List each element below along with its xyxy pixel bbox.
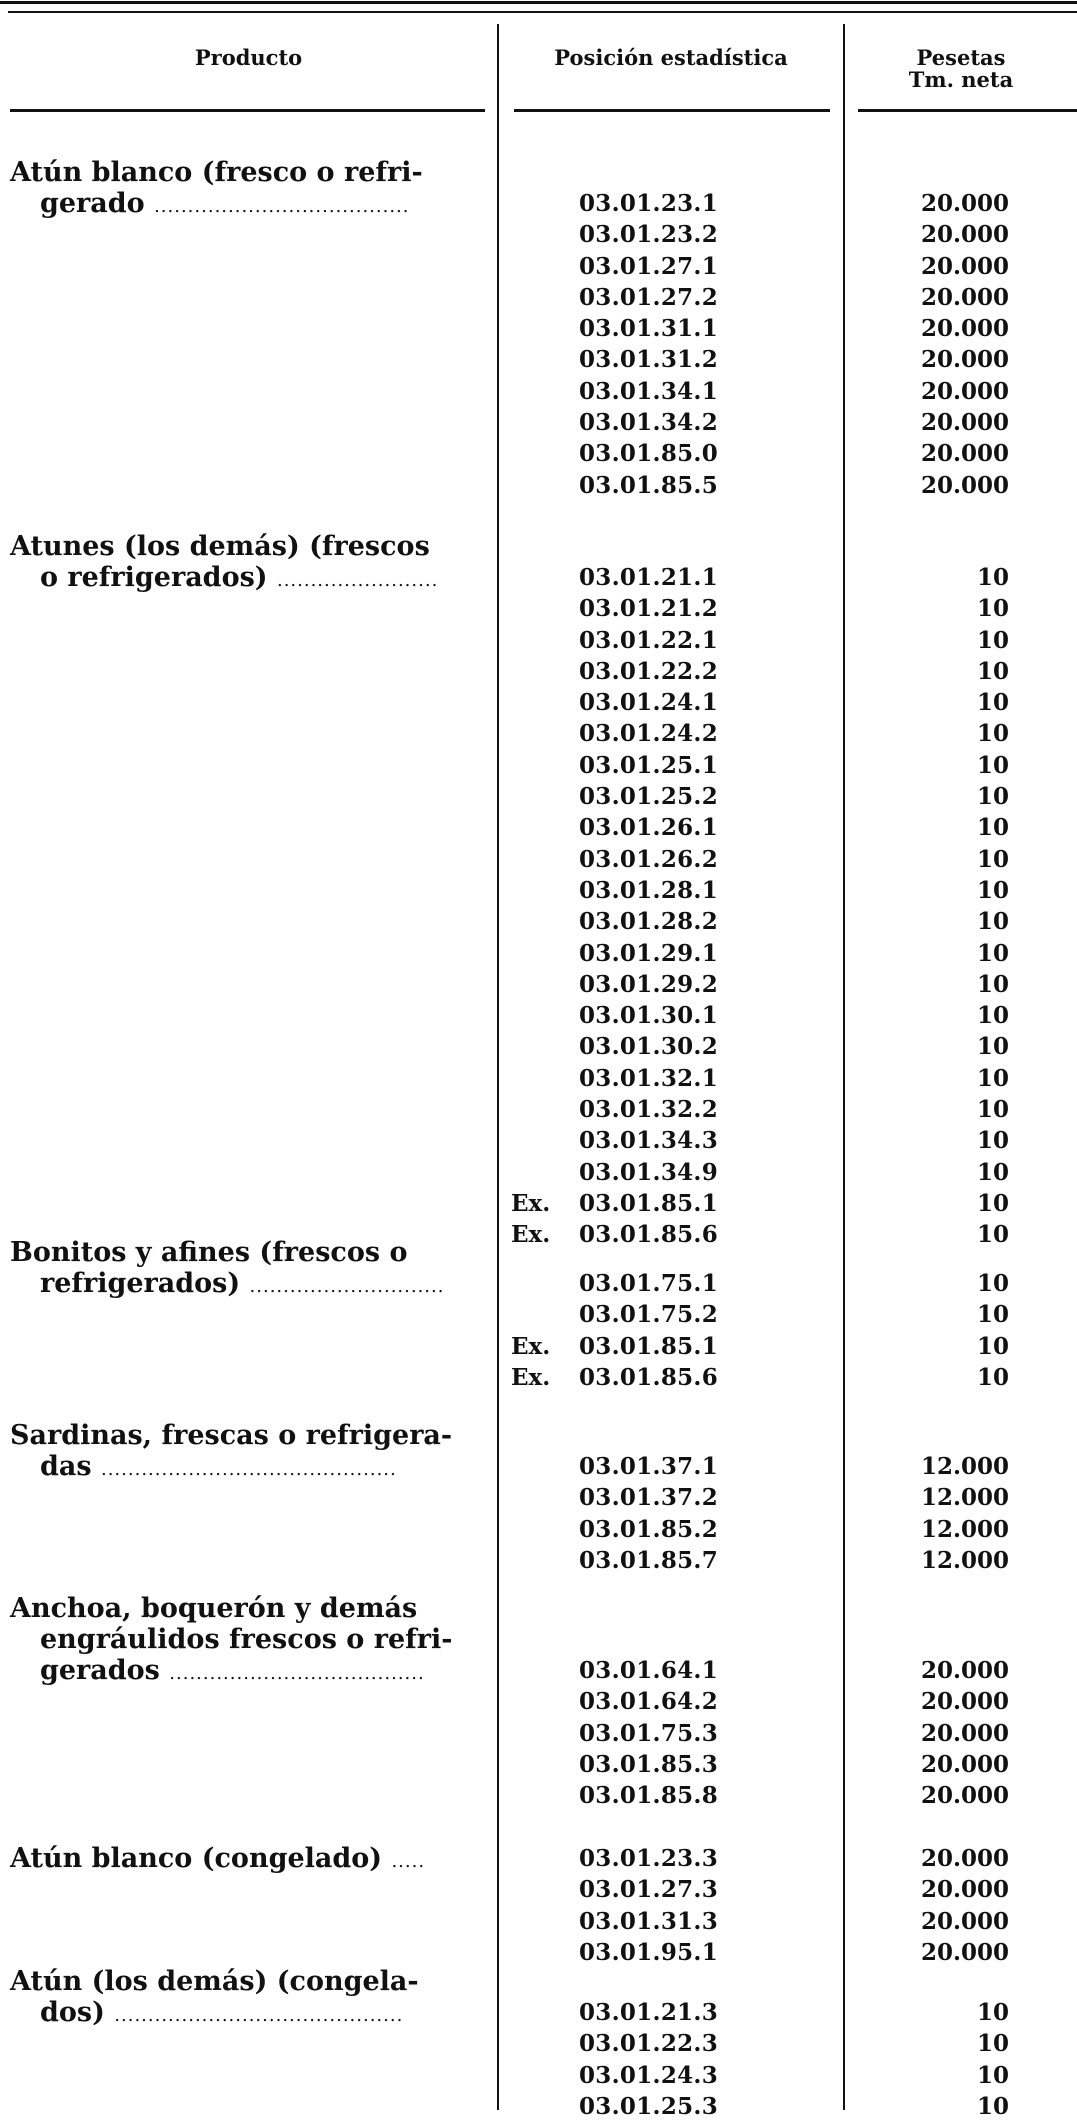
statistical-position-code: 03.01.21.3 bbox=[579, 1999, 719, 2026]
pesetas-value: 10 bbox=[976, 970, 1009, 998]
statistical-position-code: 03.01.75.2 bbox=[579, 1301, 719, 1329]
product-name bbox=[10, 1237, 488, 1302]
dot-leader: ..... bbox=[391, 1851, 426, 1872]
product-name-text: refrigerados) bbox=[40, 1268, 241, 1299]
product-name bbox=[10, 1843, 488, 1877]
dot-leader: ...................................... bbox=[154, 196, 410, 217]
pesetas-value: 20.000 bbox=[920, 1750, 1009, 1778]
table-row bbox=[499, 407, 1077, 438]
pesetas-value: 10 bbox=[976, 1064, 1009, 1092]
statistical-position-code: 03.01.31.1 bbox=[579, 315, 719, 343]
statistical-position-code: 03.01.27.1 bbox=[579, 252, 719, 280]
statistical-position-code: 03.01.26.1 bbox=[579, 814, 719, 842]
table-row bbox=[499, 1937, 1077, 1968]
table-row bbox=[499, 313, 1077, 344]
statistical-position-code: 03.01.22.3 bbox=[579, 2030, 719, 2058]
table-row bbox=[499, 1451, 1077, 1482]
pesetas-value: 10 bbox=[976, 657, 1009, 685]
table-row bbox=[499, 1514, 1077, 1545]
product-name-text: gerados bbox=[40, 1655, 160, 1686]
dot-leader: ............................. bbox=[249, 1276, 445, 1297]
statistical-position-code: 03.01.85.6 bbox=[579, 1221, 719, 1249]
pesetas-value: 10 bbox=[976, 751, 1009, 779]
table-row bbox=[499, 1545, 1077, 1576]
pesetas-value: 10 bbox=[976, 1221, 1009, 1249]
statistical-position-code: 03.01.85.5 bbox=[579, 471, 719, 499]
table-row bbox=[499, 1268, 1077, 1299]
statistical-position-code: 03.01.22.2 bbox=[579, 657, 719, 685]
product-name-line bbox=[10, 1624, 488, 1655]
pesetas-value: 10 bbox=[976, 720, 1009, 748]
table-row bbox=[499, 1331, 1077, 1362]
table-row bbox=[499, 1482, 1077, 1513]
pesetas-value: 12.000 bbox=[920, 1515, 1009, 1543]
product-name-text: Atún (los demás) (congela- bbox=[10, 1966, 419, 1997]
statistical-position-code: 03.01.25.3 bbox=[579, 2092, 719, 2120]
code-rows bbox=[499, 1451, 1077, 1576]
pesetas-value: 10 bbox=[976, 564, 1009, 591]
pesetas-value: 20.000 bbox=[920, 1719, 1009, 1747]
product-name-line bbox=[10, 1451, 488, 1485]
code-rows bbox=[499, 1655, 1077, 1811]
table-row bbox=[499, 1063, 1077, 1094]
top-rule-thin bbox=[8, 11, 1077, 13]
table-row bbox=[499, 344, 1077, 375]
pesetas-value: 20.000 bbox=[920, 1876, 1009, 1904]
product-name-line bbox=[10, 1843, 488, 1877]
statistical-position-code: 03.01.24.1 bbox=[579, 689, 719, 717]
product-name-text: Sardinas, frescas o refrigera- bbox=[10, 1420, 453, 1451]
pesetas-value: 12.000 bbox=[920, 1546, 1009, 1574]
code-rows bbox=[499, 562, 1077, 1251]
product-name-text: gerado bbox=[40, 188, 145, 219]
statistical-position-code: 03.01.28.1 bbox=[579, 876, 719, 904]
header-pesetas-line2: Tm. neta bbox=[908, 67, 1014, 92]
statistical-position-code: 03.01.28.2 bbox=[579, 908, 719, 936]
header-underline-3 bbox=[858, 109, 1077, 112]
pesetas-value: 10 bbox=[976, 1002, 1009, 1030]
statistical-position-code: 03.01.34.9 bbox=[579, 1158, 719, 1186]
product-name-line bbox=[10, 1268, 488, 1302]
dot-leader: ...................................... bbox=[169, 1663, 425, 1684]
statistical-position-code: 03.01.30.1 bbox=[579, 1002, 719, 1030]
pesetas-value: 20.000 bbox=[920, 1657, 1009, 1684]
product-name-text: Anchoa, boquerón y demás bbox=[10, 1593, 418, 1624]
statistical-position-code: 03.01.37.1 bbox=[579, 1453, 719, 1480]
statistical-position-code: 03.01.85.1 bbox=[579, 1189, 719, 1217]
table-row bbox=[499, 812, 1077, 843]
statistical-position-code: 03.01.95.1 bbox=[579, 1938, 719, 1966]
statistical-position-code: 03.01.37.2 bbox=[579, 1484, 719, 1512]
ex-prefix: Ex. bbox=[511, 1363, 551, 1391]
pesetas-value: 10 bbox=[976, 1096, 1009, 1124]
product-name-line bbox=[10, 1997, 488, 2031]
table-row bbox=[499, 219, 1077, 250]
product-name-text: Bonitos y afines (frescos o bbox=[10, 1237, 408, 1268]
pesetas-value: 12.000 bbox=[920, 1484, 1009, 1512]
product-name-text: dos) bbox=[40, 1997, 105, 2028]
pesetas-value: 10 bbox=[976, 1999, 1009, 2026]
pesetas-value: 10 bbox=[976, 1270, 1009, 1297]
code-rows bbox=[499, 1997, 1077, 2122]
table-row bbox=[499, 625, 1077, 656]
statistical-position-code: 03.01.27.3 bbox=[579, 1876, 719, 1904]
product-name-line bbox=[10, 188, 488, 222]
statistical-position-code: 03.01.85.7 bbox=[579, 1546, 719, 1574]
pesetas-value: 10 bbox=[976, 814, 1009, 842]
statistical-position-code: 03.01.25.1 bbox=[579, 751, 719, 779]
statistical-position-code: 03.01.31.2 bbox=[579, 346, 719, 374]
ex-prefix: Ex. bbox=[511, 1189, 551, 1217]
table-row bbox=[499, 1906, 1077, 1937]
dot-leader: ............................................ bbox=[100, 1459, 397, 1480]
dot-leader: ........................................... bbox=[114, 2005, 404, 2026]
statistical-position-code: 03.01.23.2 bbox=[579, 221, 719, 249]
pesetas-value: 20.000 bbox=[920, 346, 1009, 374]
statistical-position-code: 03.01.31.3 bbox=[579, 1907, 719, 1935]
pesetas-value: 10 bbox=[976, 1189, 1009, 1217]
product-name-text: Atunes (los demás) (frescos bbox=[10, 531, 430, 562]
table-row bbox=[499, 438, 1077, 469]
table-row bbox=[499, 656, 1077, 687]
statistical-position-code: 03.01.85.2 bbox=[579, 1515, 719, 1543]
table-row bbox=[499, 1686, 1077, 1717]
statistical-position-code: 03.01.27.2 bbox=[579, 283, 719, 311]
table-row bbox=[499, 2091, 1077, 2122]
pesetas-value: 12.000 bbox=[920, 1453, 1009, 1480]
table-row bbox=[499, 2060, 1077, 2091]
header-producto: Producto bbox=[194, 45, 303, 70]
statistical-position-code: 03.01.23.1 bbox=[579, 190, 719, 217]
pesetas-value: 10 bbox=[976, 845, 1009, 873]
table-row bbox=[499, 376, 1077, 407]
pesetas-value: 10 bbox=[976, 1301, 1009, 1329]
table-row bbox=[499, 593, 1077, 624]
table-row bbox=[499, 938, 1077, 969]
table-row bbox=[499, 1655, 1077, 1686]
table-row bbox=[499, 470, 1077, 501]
pesetas-value: 20.000 bbox=[920, 190, 1009, 217]
statistical-position-code: 03.01.85.1 bbox=[579, 1332, 719, 1360]
table-row bbox=[499, 687, 1077, 718]
product-name-line bbox=[10, 157, 488, 188]
statistical-position-code: 03.01.24.3 bbox=[579, 2061, 719, 2089]
table-row bbox=[499, 718, 1077, 749]
table-row bbox=[499, 844, 1077, 875]
table-row bbox=[499, 1094, 1077, 1125]
statistical-position-code: 03.01.21.1 bbox=[579, 564, 719, 591]
table-row bbox=[499, 188, 1077, 219]
pesetas-value: 20.000 bbox=[920, 409, 1009, 437]
statistical-position-code: 03.01.34.2 bbox=[579, 409, 719, 437]
pesetas-value: 20.000 bbox=[920, 1688, 1009, 1716]
product-name bbox=[10, 157, 488, 222]
product-name bbox=[10, 1420, 488, 1485]
table-row bbox=[499, 1843, 1077, 1874]
statistical-position-code: 03.01.29.2 bbox=[579, 970, 719, 998]
product-name-line bbox=[10, 1593, 488, 1624]
pesetas-value: 10 bbox=[976, 1033, 1009, 1061]
statistical-position-code: 03.01.75.3 bbox=[579, 1719, 719, 1747]
statistical-position-code: 03.01.23.3 bbox=[579, 1845, 719, 1872]
header-posicion-estadistica: Posición estadística bbox=[554, 45, 788, 70]
table-row bbox=[499, 1780, 1077, 1811]
pesetas-value: 20.000 bbox=[920, 221, 1009, 249]
code-rows bbox=[499, 1843, 1077, 1968]
product-name-text: Atún blanco (congelado) bbox=[10, 1843, 383, 1874]
table-row bbox=[499, 1718, 1077, 1749]
table-row bbox=[499, 1299, 1077, 1330]
table-row bbox=[499, 1000, 1077, 1031]
table-row bbox=[499, 1031, 1077, 1062]
product-name-line bbox=[10, 1237, 488, 1268]
statistical-position-code: 03.01.85.6 bbox=[579, 1363, 719, 1391]
pesetas-value: 20.000 bbox=[920, 315, 1009, 343]
pesetas-value: 20.000 bbox=[920, 1938, 1009, 1966]
statistical-position-code: 03.01.30.2 bbox=[579, 1033, 719, 1061]
pesetas-value: 10 bbox=[976, 1363, 1009, 1391]
ex-prefix: Ex. bbox=[511, 1221, 551, 1249]
statistical-position-code: 03.01.64.2 bbox=[579, 1688, 719, 1716]
table-row bbox=[499, 1188, 1077, 1219]
pesetas-value: 10 bbox=[976, 595, 1009, 623]
pesetas-value: 20.000 bbox=[920, 471, 1009, 499]
product-name-line bbox=[10, 1966, 488, 1997]
table-row bbox=[499, 1749, 1077, 1780]
product-name-text: das bbox=[40, 1451, 92, 1482]
statistical-position-code: 03.01.21.2 bbox=[579, 595, 719, 623]
statistical-position-code: 03.01.32.2 bbox=[579, 1096, 719, 1124]
table-row bbox=[499, 1125, 1077, 1156]
statistical-position-code: 03.01.64.1 bbox=[579, 1657, 719, 1684]
table-row bbox=[499, 1997, 1077, 2028]
ex-prefix: Ex. bbox=[511, 1332, 551, 1360]
table-row bbox=[499, 906, 1077, 937]
product-name bbox=[10, 1966, 488, 2031]
pesetas-value: 10 bbox=[976, 2061, 1009, 2089]
pesetas-value: 10 bbox=[976, 1127, 1009, 1155]
pesetas-value: 20.000 bbox=[920, 1845, 1009, 1872]
product-name bbox=[10, 1593, 488, 1689]
statistical-position-code: 03.01.85.0 bbox=[579, 440, 719, 468]
table-row bbox=[499, 781, 1077, 812]
header-underline-1 bbox=[10, 109, 485, 112]
product-name bbox=[10, 531, 488, 596]
statistical-position-code: 03.01.85.8 bbox=[579, 1782, 719, 1810]
statistical-position-code: 03.01.34.1 bbox=[579, 377, 719, 405]
code-rows bbox=[499, 1268, 1077, 1393]
pesetas-value: 10 bbox=[976, 876, 1009, 904]
pesetas-value: 20.000 bbox=[920, 440, 1009, 468]
statistical-position-code: 03.01.26.2 bbox=[579, 845, 719, 873]
dot-leader: ........................ bbox=[276, 570, 439, 591]
pesetas-value: 20.000 bbox=[920, 252, 1009, 280]
table-row bbox=[499, 562, 1077, 593]
pesetas-value: 10 bbox=[976, 2092, 1009, 2120]
table-row bbox=[499, 875, 1077, 906]
header-underline-2 bbox=[514, 109, 830, 112]
table-row bbox=[499, 2028, 1077, 2059]
product-name-text: Atún blanco (fresco o refri- bbox=[10, 157, 423, 188]
table-row bbox=[499, 1219, 1077, 1250]
table-row bbox=[499, 750, 1077, 781]
product-name-text: engráulidos frescos o refri- bbox=[40, 1624, 453, 1655]
pesetas-value: 20.000 bbox=[920, 1907, 1009, 1935]
table-row bbox=[499, 1874, 1077, 1905]
statistical-position-code: 03.01.85.3 bbox=[579, 1750, 719, 1778]
statistical-position-code: 03.01.34.3 bbox=[579, 1127, 719, 1155]
table-row bbox=[499, 251, 1077, 282]
table-row bbox=[499, 282, 1077, 313]
top-rule-thick bbox=[0, 1, 1077, 4]
pesetas-value: 20.000 bbox=[920, 1782, 1009, 1810]
pesetas-value: 10 bbox=[976, 2030, 1009, 2058]
product-name-line bbox=[10, 562, 488, 596]
header-pesetas-line1: Pesetas bbox=[916, 45, 1006, 70]
pesetas-value: 10 bbox=[976, 783, 1009, 811]
statistical-position-code: 03.01.22.1 bbox=[579, 626, 719, 654]
pesetas-value: 10 bbox=[976, 908, 1009, 936]
table-row bbox=[499, 1362, 1077, 1393]
pesetas-value: 10 bbox=[976, 1332, 1009, 1360]
statistical-position-code: 03.01.25.2 bbox=[579, 783, 719, 811]
product-name-line bbox=[10, 1655, 488, 1689]
product-name-line bbox=[10, 531, 488, 562]
table-row bbox=[499, 1157, 1077, 1188]
statistical-position-code: 03.01.29.1 bbox=[579, 939, 719, 967]
pesetas-value: 20.000 bbox=[920, 283, 1009, 311]
statistical-position-code: 03.01.24.2 bbox=[579, 720, 719, 748]
code-rows bbox=[499, 188, 1077, 501]
header-pesetas bbox=[845, 47, 1077, 91]
pesetas-value: 10 bbox=[976, 689, 1009, 717]
product-name-line bbox=[10, 1420, 488, 1451]
pesetas-value: 20.000 bbox=[920, 377, 1009, 405]
pesetas-value: 10 bbox=[976, 626, 1009, 654]
product-name-text: o refrigerados) bbox=[40, 562, 268, 593]
statistical-position-code: 03.01.75.1 bbox=[579, 1270, 719, 1297]
pesetas-value: 10 bbox=[976, 939, 1009, 967]
statistical-position-code: 03.01.32.1 bbox=[579, 1064, 719, 1092]
table-row bbox=[499, 969, 1077, 1000]
pesetas-value: 10 bbox=[976, 1158, 1009, 1186]
